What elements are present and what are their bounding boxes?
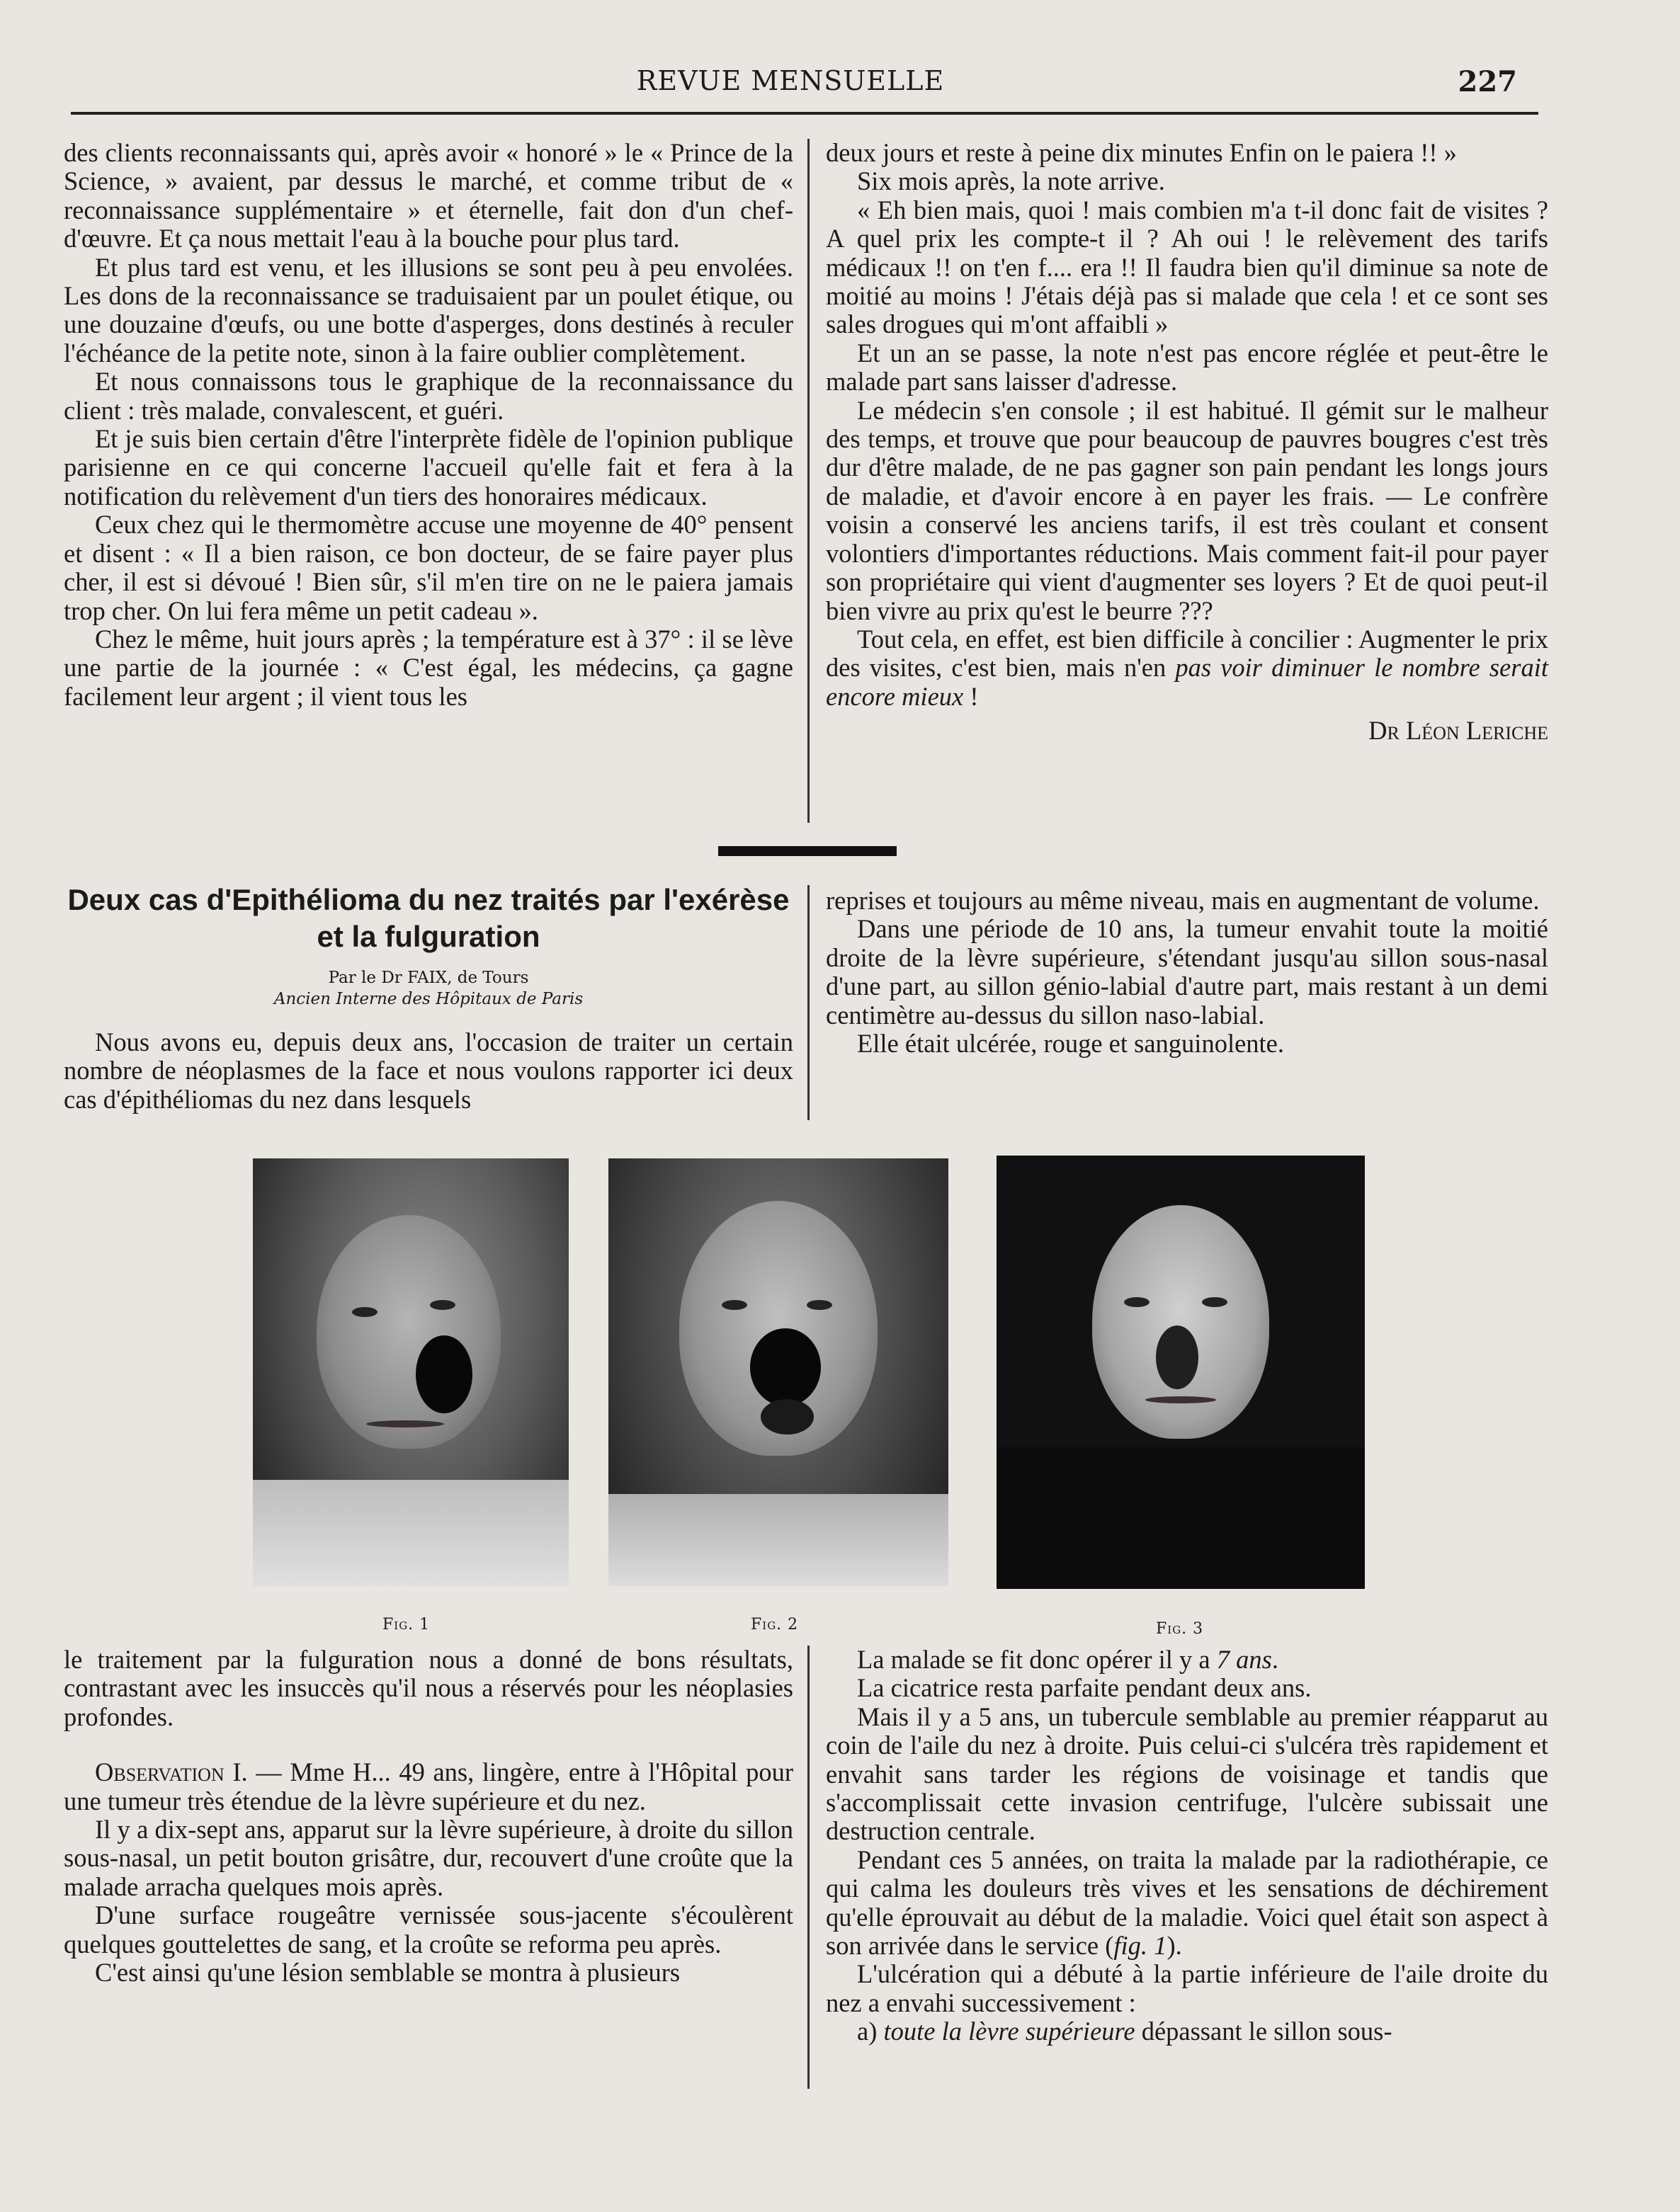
paragraph: Mais il y a 5 ans, un tubercule semblable au premier réapparut au coin de l'aile du nez à droite. Puis celui-ci s'ulcéra très rapidement et envahit sans tarder les régions de voisinage et tandis que s'accomplissait cette invasion centrifuge, l'ulcère subissait une destruction centrale.: [826, 1701, 1548, 1846]
text-run: !: [963, 681, 979, 711]
signature: Dr Léon Leriche: [1368, 716, 1548, 746]
text-run: Pendant ces 5 années, on traita la malade par la radiothérapie, ce qui calma les douleurs très vives et les sensations de déchirement qu'elle éprouvait au début de la maladie. Voici quel était son aspect à son arrivée dans le service (: [826, 1845, 1548, 1961]
paragraph: Nous avons eu, depuis deux ans, l'occasion de traiter un certain nombre de néoplasmes de la face et nous voulons rapporter ici deux cas d'épithéliomas du nez dans lesquels: [64, 1027, 793, 1114]
top-right-column: [826, 139, 1548, 746]
column-divider: [807, 885, 810, 1120]
paragraph: La cicatrice resta parfaite pendant deux ans.: [857, 1673, 1312, 1703]
paragraph: Chez le même, huit jours après ; la température est à 37° : il se lève une partie de la journée : « C'est égal, les médecins, ça gagne facilement leur argent ; il vient tous les: [64, 624, 793, 711]
paragraph: Il y a dix-sept ans, apparut sur la lèvre supérieure, à droite du sillon sous-nasal, un petit bouton grisâtre, dur, recouvert d'une croûte que la malade arracha quelques mois après.: [64, 1815, 793, 1901]
page-number: 227: [1458, 65, 1517, 98]
intro-left-column: [64, 1028, 793, 1114]
bottom-right-column: [826, 1646, 1548, 2046]
text-run: .: [1271, 1645, 1278, 1674]
paragraph: Dans une période de 10 ans, la tumeur envahit toute la moitié droite de la lèvre supérieure, s'étendant jusqu'au sillon sous-nasal d'une part, au sillon génio-labial d'autre part, mais restant à un demi centimètre au-dessus du sillon naso-labial.: [826, 914, 1548, 1030]
header-rule: [71, 112, 1538, 115]
text-run: La malade se fit donc opérer il y a: [857, 1645, 1217, 1674]
paragraph: [826, 2017, 1548, 2046]
paragraph: D'une surface rougeâtre vernissée sous-jacente s'écoulèrent quelques gouttelettes de sang, et la croûte se reforma peu après.: [64, 1900, 793, 1959]
text-run: ).: [1167, 1931, 1182, 1961]
paragraph: Et je suis bien certain d'être l'interprète fidèle de l'opinion publique parisienne en ce qui concerne l'accueil qu'elle fait et fera à la notification du relèvement d'un tiers des honoraires médicaux.: [64, 424, 793, 511]
paragraph: Le médecin s'en console ; il est habitué. Il gémit sur le malheur des temps, et trouve que pour beaucoup de pauvres bougres c'est très dur d'être malade, de ne pas gagner son pain pendant les longs jours de maladie, et d'avoir encore à en payer les frais. — Le confrère voisin a conservé les anciens tarifs, il est très coulant et consent volontiers d'importantes réductions. Mais comment fait-il pour payer son propriétaire qui vient d'augmenter ses loyers ? Et de quoi peut-il bien vivre au prix qu'est le beurre ???: [826, 395, 1548, 625]
bottom-left-column: [64, 1646, 793, 1987]
figure-3-photo: [997, 1156, 1365, 1589]
paragraph: deux jours et reste à peine dix minutes Enfin on le paiera !! »: [826, 138, 1457, 167]
italic-text: fig. 1: [1113, 1931, 1167, 1961]
column-divider: [807, 139, 810, 823]
paragraph: reprises et toujours au même niveau, mais en augmentant de volume.: [826, 886, 1540, 915]
affiliation: Ancien Interne des Hôpitaux de Paris: [273, 990, 584, 1008]
text-run: — Mme H... 49 ans, lingère, entre à l'Hôpital pour une tumeur très étendue de la lèvre supérieure et du nez.: [64, 1757, 793, 1815]
figure-3-caption: Fig. 3: [1156, 1620, 1204, 1638]
observation-paragraph: [64, 1758, 793, 1815]
paragraph: Elle était ulcérée, rouge et sanguinolente.: [857, 1029, 1284, 1059]
text-run: a): [857, 2017, 884, 2046]
author: Par le Dr FAIX, de Tours: [328, 969, 529, 987]
observation-label: Observation I.: [95, 1757, 248, 1787]
italic-text: 7 ans: [1216, 1645, 1272, 1674]
paragraph: Six mois après, la note arrive.: [857, 166, 1165, 196]
paragraph: C'est ainsi qu'une lésion semblable se montra à plusieurs: [95, 1958, 681, 1988]
paragraph: [826, 625, 1548, 711]
paragraph: « Eh bien mais, quoi ! mais combien m'a t-il donc fait de visites ? A quel prix les compte-t il ? Ah oui ! le relèvement des tarifs médicaux !! on t'en f.... era !! Il faudra bien qu'il diminue sa note de moitié au moins ! J'étais déjà pas si malade que cela ! et ce sont ses sales drogues qui m'ont affaibli »: [826, 195, 1548, 339]
byline: [64, 967, 793, 1010]
paragraph: Et un an se passe, la note n'est pas encore réglée et peut-être le malade part sans laisser d'adresse.: [826, 338, 1548, 397]
italic-text: toute la lèvre supérieure: [883, 2017, 1135, 2046]
paragraph: le traitement par la fulguration nous a donné de bons résultats, contrastant avec les insuccès qu'il nous a réservés pour les néoplasies profondes.: [64, 1645, 793, 1731]
paragraph: [826, 1846, 1548, 1961]
running-header: [64, 65, 1517, 101]
section-separator: [718, 846, 897, 856]
figure-2-caption: Fig. 2: [751, 1616, 799, 1634]
italic-text: pas voir diminuer le nombre serait encore mieux: [826, 653, 1548, 711]
paragraph: L'ulcération qui a débuté à la partie inférieure de l'aile droite du nez a envahi successivement :: [826, 1959, 1548, 2017]
figure-2-photo: [608, 1158, 948, 1586]
paragraph: Et nous connaissons tous le graphique de la reconnaissance du client : très malade, convalescent, et guéri.: [64, 367, 793, 425]
figure-1-caption: Fig. 1: [382, 1616, 431, 1634]
paragraph: [826, 1646, 1548, 1674]
column-divider: [807, 1646, 810, 2089]
top-left-column: [64, 139, 793, 711]
intro-right-column: [826, 886, 1548, 1058]
figure-1-photo: [253, 1158, 569, 1586]
journal-title: REVUE MENSUELLE: [636, 65, 945, 96]
paragraph: Ceux chez qui le thermomètre accuse une moyenne de 40° pensent et disent : « Il a bien raison, ce bon docteur, de se faire payer plus cher, il est si dévoué ! Bien sûr, s'il m'en tire on ne le paiera jamais trop cher. On lui fera même un petit cadeau ».: [64, 510, 793, 625]
article-title: Deux cas d'Epithélioma du nez traités par l'exérèse et la fulguration: [67, 883, 790, 953]
paragraph: Et plus tard est venu, et les illusions se sont peu à peu envolées. Les dons de la reconnaissance se traduisaient par un poulet étique, ou une douzaine d'œufs, ou une botte d'asperges, dons destinés à reculer l'échéance de la petite note, sinon à la faire oublier complètement.: [64, 252, 793, 367]
text-run: Tout cela, en effet, est bien difficile à concilier : Augmenter le prix des visites, c'est bien, mais n'en: [826, 624, 1548, 683]
text-run: dépassant le sillon sous-: [1135, 2017, 1392, 2046]
paragraph: des clients reconnaissants qui, après avoir « honoré » le « Prince de la Science, » avaient, par dessus le marché, et comme tribut de « reconnaissance supplémentaire » et éternelle, fait don d'un chef-d'œuvre. Et ça nous mettait l'eau à la bouche pour plus tard.: [64, 138, 793, 253]
